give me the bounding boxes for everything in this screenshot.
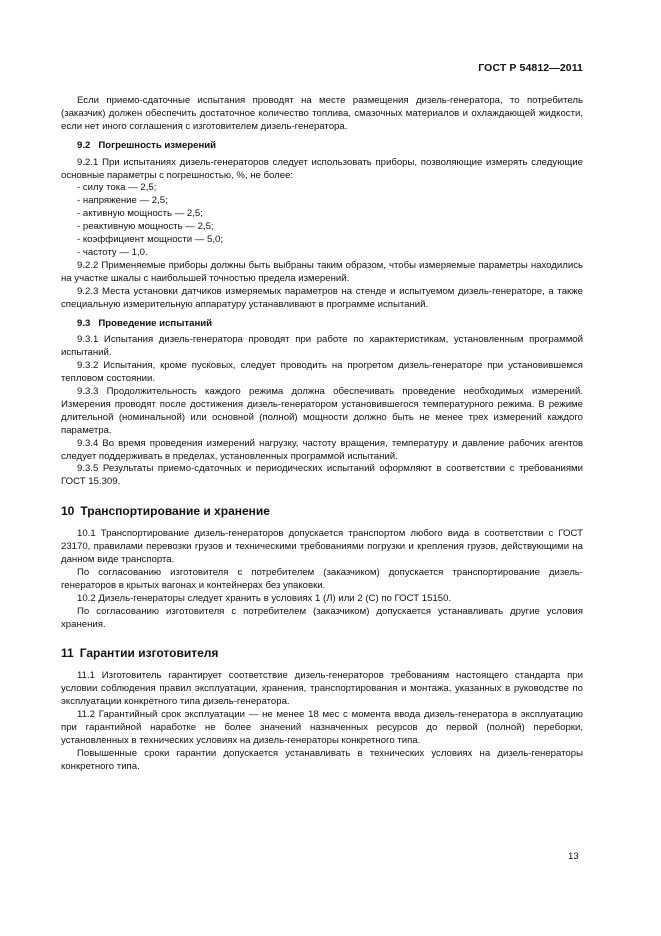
section-title: Проведение испытаний bbox=[98, 317, 213, 329]
section-number: 10 bbox=[61, 504, 75, 519]
paragraph-9-2-2: 9.2.2 Применяемые приборы должны быть выбраны таким образом, чтобы измеряемые параметры находились на участке шкалы с наибольшей точностью предела измерений. bbox=[61, 259, 583, 284]
section-9-3-heading bbox=[77, 318, 583, 331]
paragraph-9-3-5: 9.3.5 Результаты приемо-сдаточных и периодических испытаний оформляют в соответствии с требованиями ГОСТ 15.309. bbox=[61, 463, 583, 488]
section-10-heading bbox=[61, 505, 583, 518]
section-9-2-heading bbox=[77, 140, 583, 153]
paragraph-10-2-note: По согласованию изготовителя с потребителем (заказчиком) допускается устанавливать другие условия хранения. bbox=[61, 605, 583, 630]
section-title: Гарантии изготовителя bbox=[79, 646, 219, 661]
list-item: - коэффициент мощности — 5,0; bbox=[77, 234, 583, 247]
list-item: - частоту — 1,0. bbox=[77, 247, 583, 260]
intro-paragraph: Если приемо-сдаточные испытания проводят на месте размещения дизель-генератора, то потребитель (заказчик) должен обеспечить достаточное количество топлива, смазочных материалов и охлаждающей жидкости, если нет иного соглашения с изготовителем дизель-генератора. bbox=[61, 95, 583, 132]
list-item: - активную мощность — 2,5; bbox=[77, 208, 583, 221]
section-11-heading bbox=[61, 647, 583, 660]
list-item: - напряжение — 2,5; bbox=[77, 195, 583, 208]
section-number: 11 bbox=[61, 646, 74, 661]
paragraph-9-3-1: 9.3.1 Испытания дизель-генератора проводят при работе по характеристикам, установленным программой испытаний. bbox=[61, 334, 583, 359]
paragraph-9-3-4: 9.3.4 Во время проведения измерений нагрузку, частоту вращения, температуру и давление рабочих агентов следует поддерживать в пределах, установленных программой испытаний. bbox=[61, 437, 583, 462]
paragraph-11-2-note: Повышенные сроки гарантии допускается устанавливать в технических условиях на дизель-генераторы конкретного типа. bbox=[61, 747, 583, 772]
section-title: Погрешность измерений bbox=[98, 139, 217, 151]
paragraph-10-1: 10.1 Транспортирование дизель-генераторов допускается транспортом любого вида в соответствии с ГОСТ 23170, правилами перевозки грузов и техническими требованиями погрузки и крепления грузов, действующими на данном виде транспорта. bbox=[61, 528, 583, 565]
paragraph-9-3-2: 9.3.2 Испытания, кроме пусковых, следует проводить на прогретом дизель-генераторе при установившемся тепловом состоянии. bbox=[61, 360, 583, 385]
parameter-list bbox=[61, 182, 583, 259]
paragraph-11-2: 11.2 Гарантийный срок эксплуатации — не менее 18 мес с момента ввода дизель-генератора в эксплуатацию при гарантийной наработке не более значений назначенных ресурсов до первой (полной) переборки, установленных в технических условиях на дизель-генераторы конкретного типа. bbox=[61, 709, 583, 746]
list-item: - реактивную мощность — 2,5; bbox=[77, 221, 583, 234]
paragraph-9-2-1: 9.2.1 При испытаниях дизель-генераторов следует использовать приборы, позволяющие измерять следующие основные параметры с погрешностью, %, не более: bbox=[61, 156, 583, 181]
paragraph-9-2-3: 9.2.3 Места установки датчиков измеряемых параметров на стенде и испытуемом дизель-генераторе, а также специальную измерительную аппаратуру устанавливают в программе испытаний. bbox=[61, 285, 583, 310]
paragraph-10-2: 10.2 Дизель-генераторы следует хранить в условиях 1 (Л) или 2 (С) по ГОСТ 15150. bbox=[77, 592, 452, 604]
list-item: - силу тока — 2,5; bbox=[77, 182, 583, 195]
section-number: 9.3 bbox=[77, 317, 91, 329]
paragraph-9-3-3: 9.3.3 Продолжительность каждого режима должна обеспечивать проведение необходимых измерений. Измерения проводят после достижения дизель-генератором установившегося температурного режима. В режиме длительной (номинальной) или основной (полной) мощности должно быть не менее трех измерений каждого параметра. bbox=[61, 386, 583, 436]
document-body bbox=[61, 95, 583, 774]
section-number: 9.2 bbox=[77, 139, 91, 151]
page-number: 13 bbox=[568, 851, 579, 862]
paragraph-11-1: 11.1 Изготовитель гарантирует соответствие дизель-генераторов требованиям настоящего стандарта при условии соблюдения правил эксплуатации, хранения, транспортирования и монтажа, указанных в руководстве по эксплуатации конкретного типа дизель-генератора. bbox=[61, 670, 583, 708]
standard-number: ГОСТ Р 54812—2011 bbox=[478, 62, 583, 74]
paragraph-10-1-note: По согласованию изготовителя с потребителем (заказчиком) допускается транспортирование дизель-генераторов в крытых вагонах и контейнерах без упаковки. bbox=[61, 566, 583, 591]
section-title: Транспортирование и хранение bbox=[80, 504, 270, 519]
